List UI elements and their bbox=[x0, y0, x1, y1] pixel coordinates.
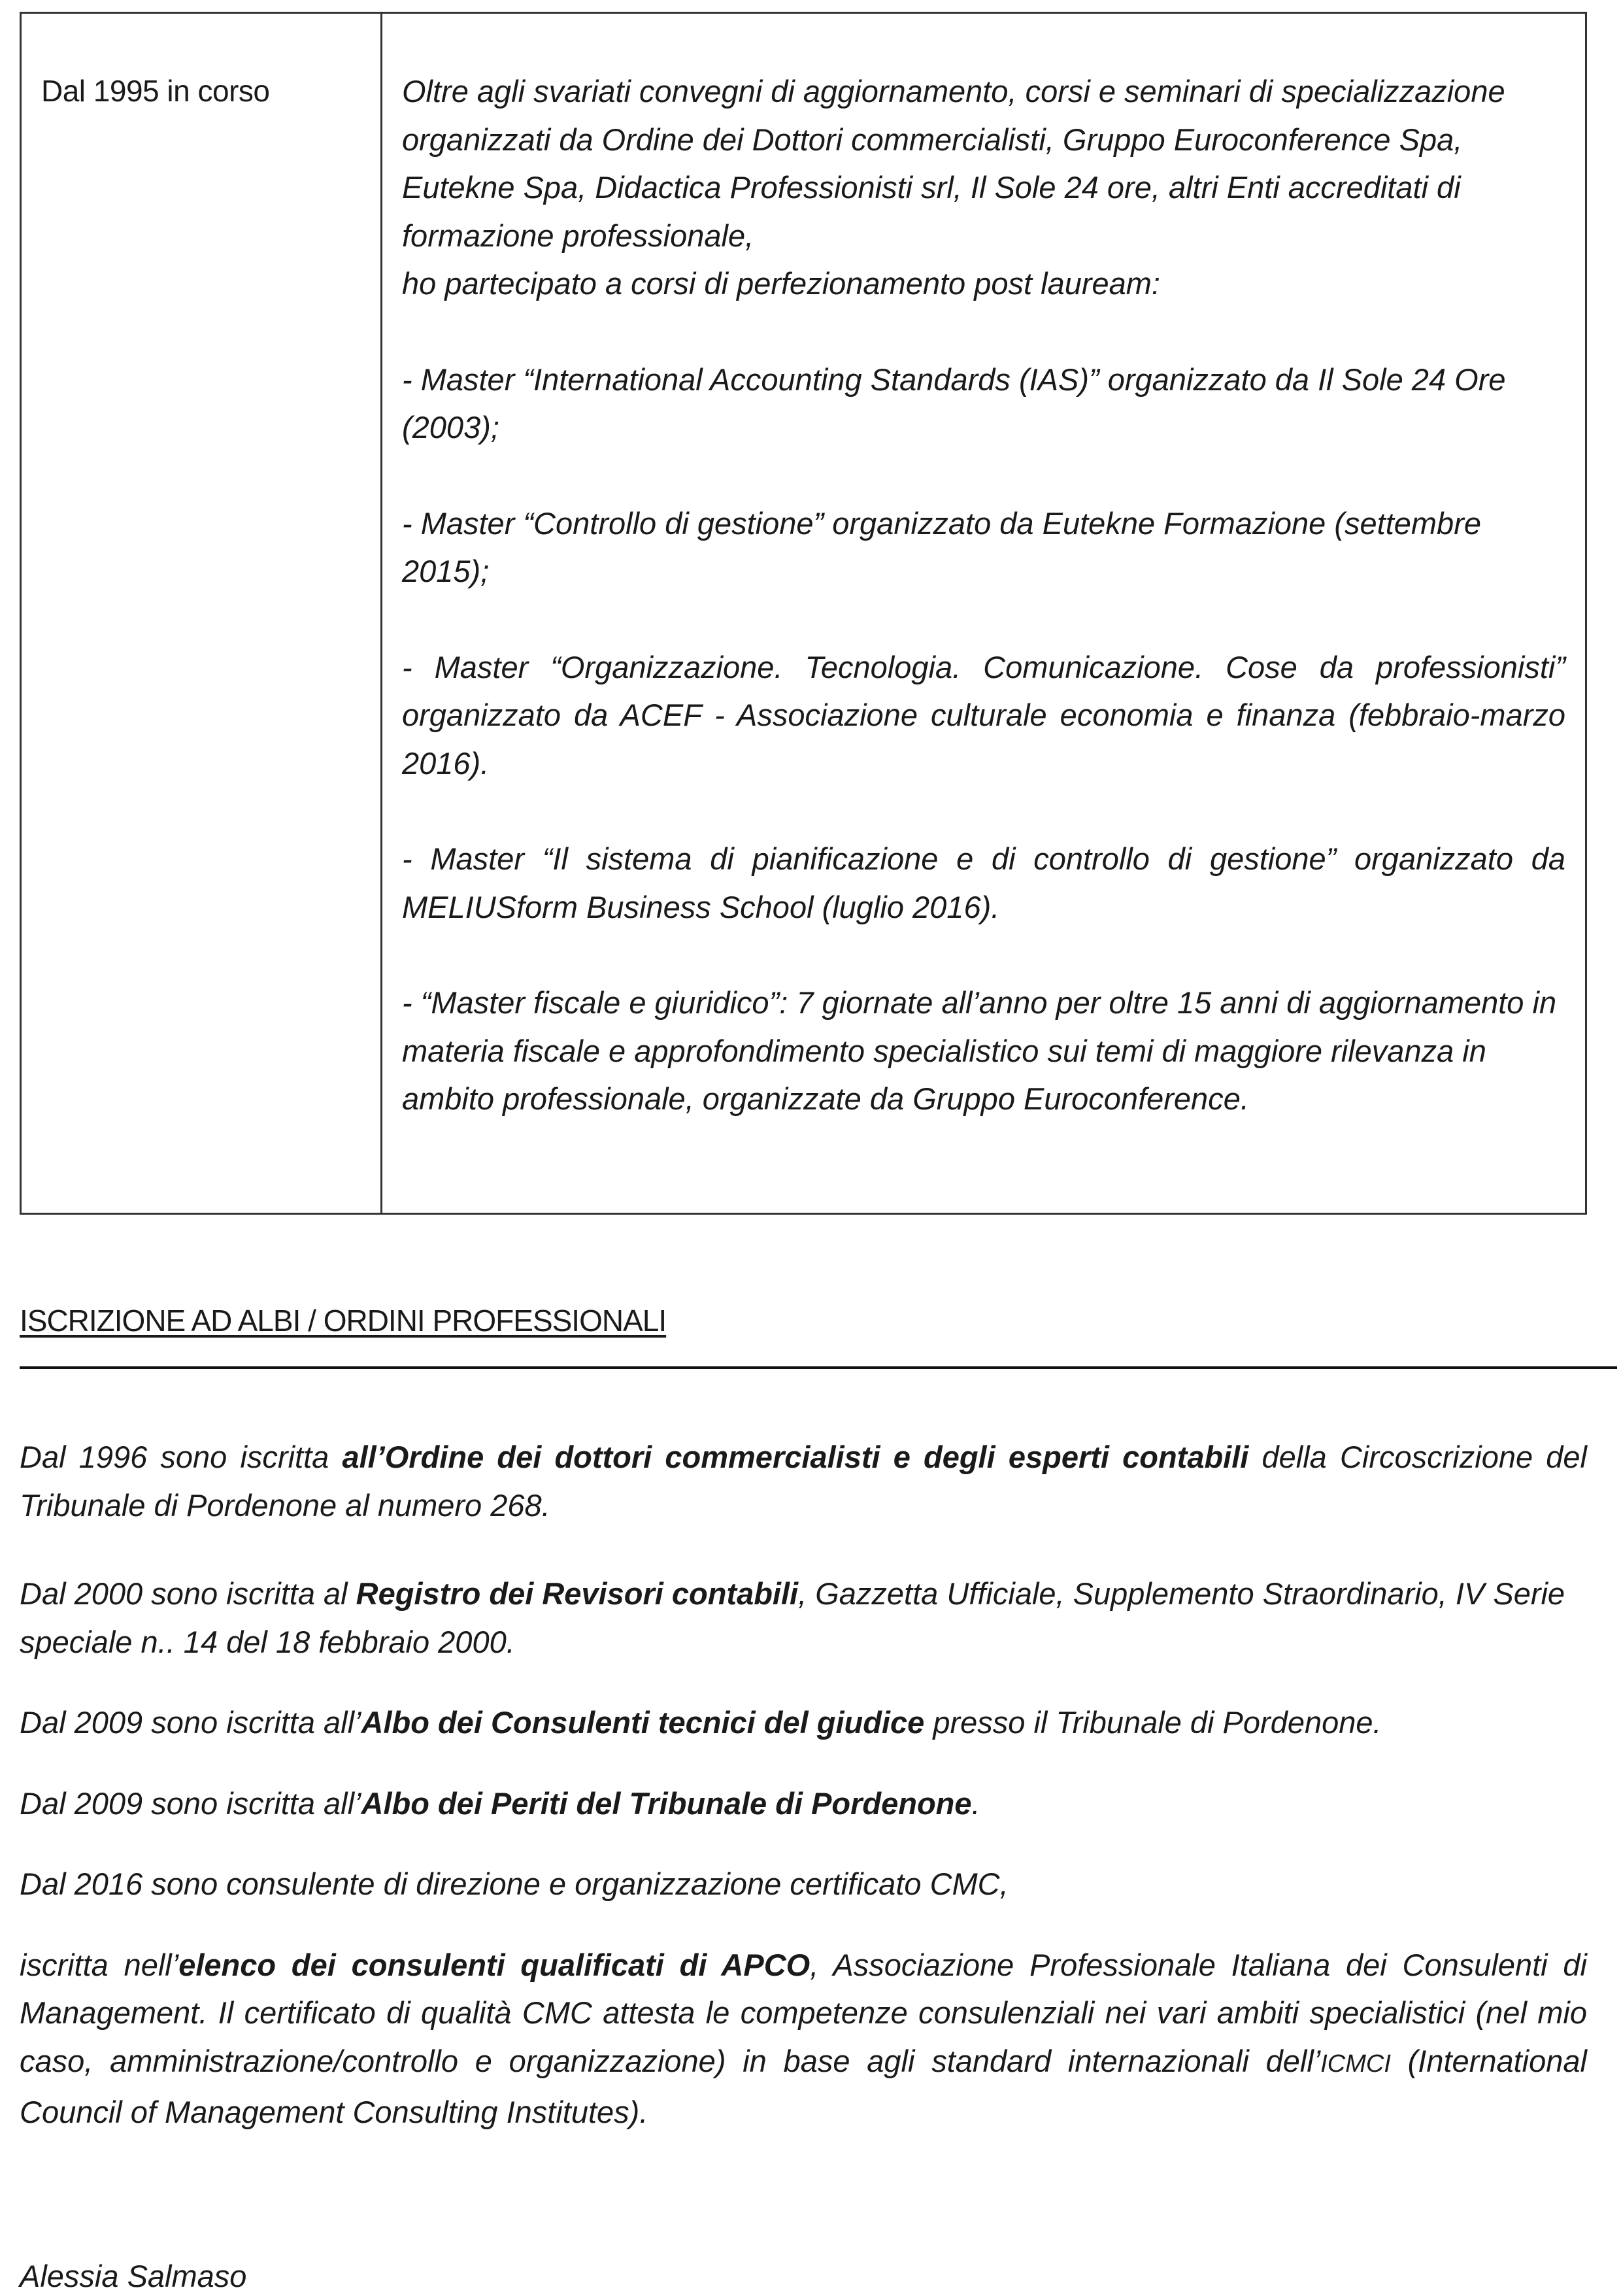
entry-text: Dal 2000 sono iscritta al bbox=[20, 1576, 356, 1611]
course-item: - Master “Il sistema di pianificazione e di controllo di gestione” organizzato da MELIUSform Business School (luglio 2016). bbox=[402, 841, 1565, 924]
course-item: - Master “International Accounting Standards (IAS)” organizzato da Il Sole 24 Ore (2003); bbox=[402, 362, 1506, 445]
registration-entry bbox=[20, 1941, 1587, 2136]
section-divider bbox=[20, 1366, 1617, 1369]
entry-acronym: ICMCI bbox=[1320, 2050, 1391, 2078]
entry-text: iscritta nell’ bbox=[20, 1947, 179, 1982]
entry-text: Dal 2009 sono iscritta all’ bbox=[20, 1705, 361, 1740]
course-item: - Master “Controllo di gestione” organizzato da Eutekne Formazione (settembre 2015); bbox=[402, 505, 1481, 588]
signature-name: Alessia Salmaso bbox=[20, 2259, 247, 2293]
training-intro: Oltre agli svariati convegni di aggiornamento, corsi e seminari di specializzazione organizzati da Ordine dei Dottori commercialisti, Gruppo Euroconference Spa, Eutekne Spa, Didactica Professionisti srl, Il Sole 24 ore, altri Enti accreditati di formazione professionale, bbox=[402, 74, 1505, 253]
course-item: - “Master fiscale e giuridico”: 7 giornate all’anno per oltre 15 anni di aggiornamento in materia fiscale e approfondimento specialistico sui temi di maggiore rilevanza in ambito professionale, organizzate da Gruppo Euroconference. bbox=[402, 985, 1557, 1116]
training-table bbox=[20, 12, 1587, 1215]
entry-text: . bbox=[971, 1785, 980, 1821]
entry-highlight: Registro dei Revisori contabili bbox=[356, 1576, 799, 1611]
section-title: ISCRIZIONE AD ALBI / ORDINI PROFESSIONALI bbox=[20, 1304, 667, 1338]
registration-entry bbox=[20, 1780, 1587, 1828]
training-intro-2: ho partecipato a corsi di perfezionamento post lauream: bbox=[402, 266, 1160, 301]
entry-text: presso il Tribunale di Pordenone. bbox=[924, 1705, 1382, 1740]
entry-highlight: all’Ordine dei dottori commercialisti e degli esperti contabili bbox=[342, 1440, 1249, 1474]
registration-entry bbox=[20, 1698, 1587, 1747]
entry-highlight: Albo dei Consulenti tecnici del giudice bbox=[361, 1705, 925, 1740]
course-item: - Master “Organizzazione. Tecnologia. Comunicazione. Cose da professionisti” organizzato da ACEF - Associazione culturale economia e finanza (febbraio-marzo 2016). bbox=[402, 649, 1565, 781]
entry-text: della Circoscrizione del Tribunale di Pordenone al numero 268. bbox=[20, 1440, 1587, 1523]
entry-text: (International Council of Management Consulting Institutes). bbox=[20, 2043, 1587, 2129]
entry-text: Dal 1996 sono iscritta bbox=[20, 1440, 343, 1474]
registration-entry: Dal 2016 sono consulente di direzione e organizzazione certificato CMC, bbox=[20, 1866, 1009, 1901]
registration-entry bbox=[20, 1433, 1587, 1529]
period-label: Dal 1995 in corso bbox=[41, 74, 270, 108]
entry-text: , Gazzetta Ufficiale, Supplemento Straordinario, IV Serie speciale n.. 14 del 18 febbraio 2000. bbox=[20, 1576, 1565, 1659]
registrations-list bbox=[20, 1433, 1587, 2136]
period-cell bbox=[22, 14, 382, 1213]
entry-text: , Associazione Professionale Italiana dei Consulenti di Management. Il certificato di qualità CMC attesta le competenze consulenziali nei vari ambiti specialistici (nel mio caso, amministrazione/controllo e organizzazione) in base agli standard internazionali dell’ bbox=[20, 1947, 1588, 2078]
entry-highlight: elenco dei consulenti qualificati di APCO bbox=[178, 1947, 811, 1982]
registration-entry bbox=[20, 1570, 1587, 1666]
entry-highlight: Albo dei Periti del Tribunale di Pordenone bbox=[361, 1785, 972, 1821]
entry-text: Dal 2009 sono iscritta all’ bbox=[20, 1785, 361, 1821]
description-cell bbox=[382, 14, 1585, 1213]
